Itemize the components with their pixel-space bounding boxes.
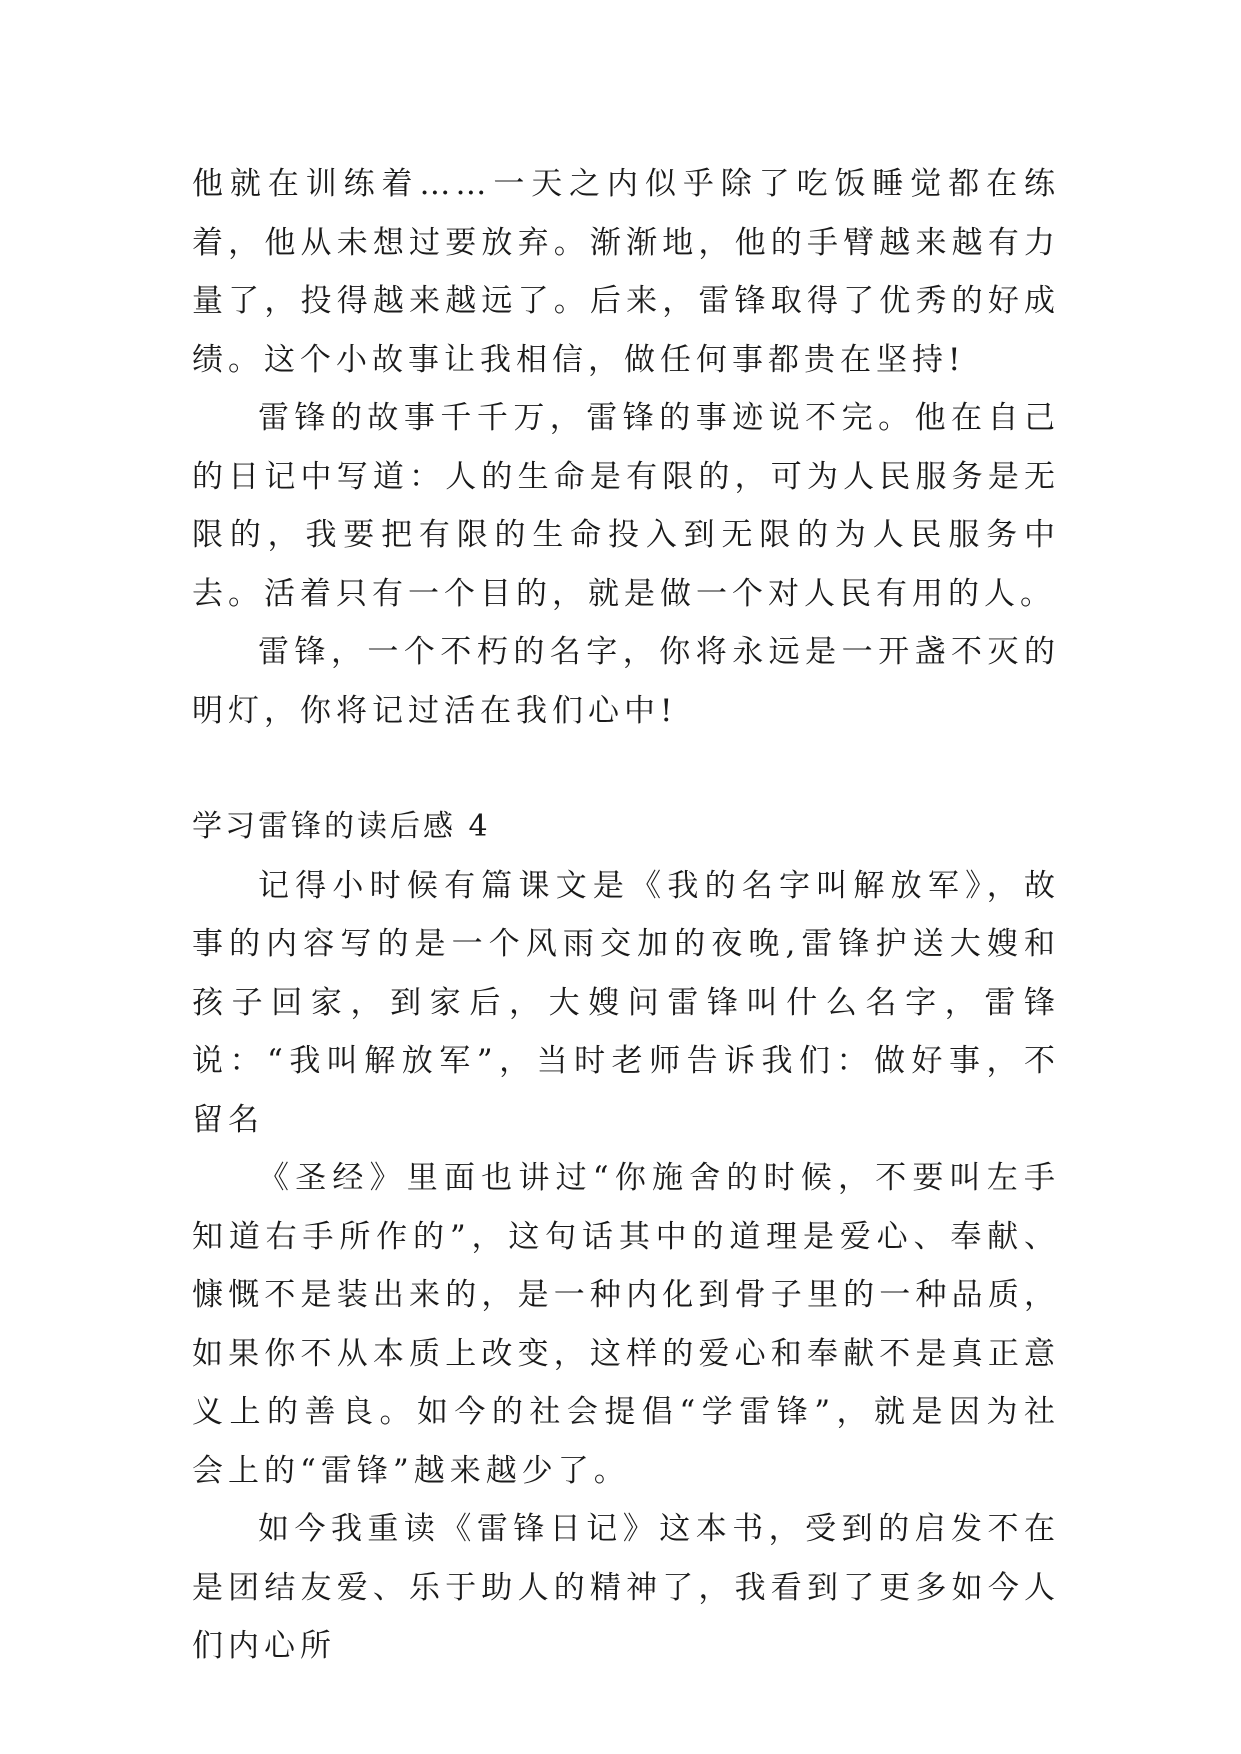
paragraph-training: 他就在训练着……一天之内似乎除了吃饭睡觉都在练着，他从未想过要放弃。渐渐地，他的手臂越来越有力量了，投得越来越远了。后来，雷锋取得了优秀的好成绩。这个小故事让我相信，做任何事都贵在坚持! [192, 166, 1060, 378]
paragraph-rereading: 如今我重读《雷锋日记》这本书，受到的启发不在是团结友爱、乐于助人的精神了，我看到了更多如今人们内心所 [192, 1511, 1060, 1664]
paragraph-bible-quote: 《圣经》里面也讲过“你施舍的时候，不要叫左手知道右手所作的”，这句话其中的道理是爱心、奉献、慷慨不是装出来的，是一种内化到骨子里的一种品质，如果你不从本质上改变，这样的爱心和奉献不是真正意义上的善良。如今的社会提倡“学雷锋”，就是因为社会上的“雷锋”越来越少了。 [192, 1160, 1060, 1489]
paragraph-diary: 雷锋的故事千千万，雷锋的事迹说不完。他在自己的日记中写道：人的生命是有限的，可为人民服务是无限的，我要把有限的生命投入到无限的为人民服务中去。活着只有一个目的，就是做一个对人民有用的人。 [192, 400, 1060, 612]
paragraph-textbook-memory: 记得小时候有篇课文是《我的名字叫解放军》，故事的内容写的是一个风雨交加的夜晚,雷锋护送大嫂和孩子回家，到家后，大嫂问雷锋叫什么名字，雷锋说：“我叫解放军”，当时老师告诉我们：做好事，不留名 [192, 867, 1060, 1138]
document-body [192, 155, 1060, 1676]
paragraph-immortal-name: 雷锋，一个不朽的名字，你将永远是一开盏不灭的明灯，你将记过活在我们心中! [192, 634, 1060, 729]
section-title: 学习雷锋的读后感 4 [192, 809, 491, 844]
